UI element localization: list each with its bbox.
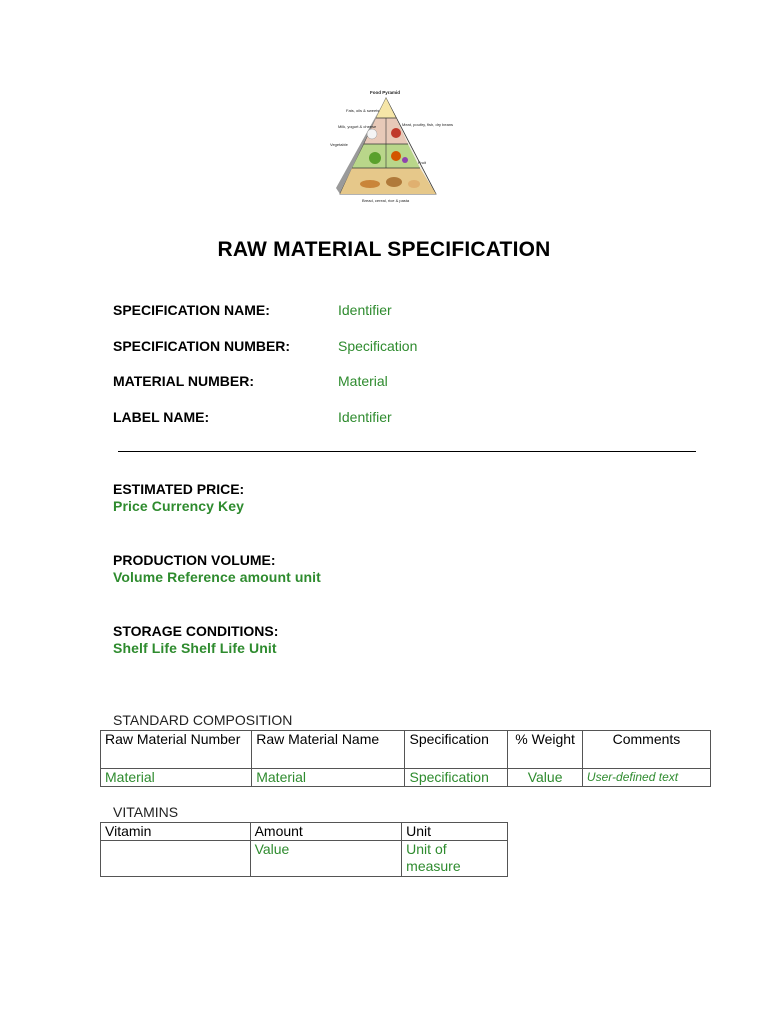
composition-table (100, 730, 711, 787)
divider-line (118, 451, 696, 452)
spec-name-value: Identifier (338, 302, 392, 318)
material-number-label: MATERIAL NUMBER: (113, 373, 255, 389)
composition-header-name: Raw Material Name (252, 731, 405, 769)
spec-number-label: SPECIFICATION NUMBER: (113, 338, 291, 354)
storage-conditions-value: Shelf Life Shelf Life Unit (113, 640, 277, 656)
composition-header-number: Raw Material Number (101, 731, 252, 769)
composition-caption: STANDARD COMPOSITION (113, 712, 293, 728)
label-name-label: LABEL NAME: (113, 409, 210, 425)
storage-conditions-label: STORAGE CONDITIONS: (113, 623, 279, 639)
vitamins-table (100, 822, 508, 877)
vitamins-header-amount: Amount (250, 823, 402, 841)
vitamins-caption: VITAMINS (113, 804, 179, 820)
pyramid-label-fats: Fats, oils & sweets (346, 108, 380, 113)
material-number-value: Material (338, 373, 388, 389)
spec-number-value: Specification (338, 338, 418, 354)
composition-header-comments: Comments (582, 731, 710, 769)
composition-cell-name: Material (252, 769, 405, 787)
pyramid-label-meat: Meat, poultry, fish, dry beans (402, 122, 454, 127)
vitamins-header-row (101, 823, 508, 841)
composition-cell-weight: Value (508, 769, 583, 787)
estimated-price-label: ESTIMATED PRICE: (113, 481, 245, 497)
composition-header-spec: Specification (405, 731, 508, 769)
composition-cell-comments: User-defined text (582, 769, 710, 787)
pyramid-label-fruit: Fruit (418, 160, 426, 165)
page-title: RAW MATERIAL SPECIFICATION (217, 238, 551, 261)
vitamins-header-vitamin: Vitamin (101, 823, 251, 841)
composition-header-weight: % Weight (508, 731, 583, 769)
composition-header-row (101, 731, 711, 769)
production-volume-label: PRODUCTION VOLUME: (113, 552, 276, 568)
vitamins-cell-unit: Unit of measure (402, 841, 508, 877)
composition-data-row (101, 769, 711, 787)
pyramid-label-milk: Milk, yogurt & cheese (338, 124, 377, 129)
vitamins-data-row (101, 841, 508, 877)
spec-name-label: SPECIFICATION NAME: (113, 302, 270, 318)
vitamins-header-unit: Unit (402, 823, 508, 841)
food-pyramid-logo (330, 88, 454, 206)
composition-cell-number: Material (101, 769, 252, 787)
production-volume-value: Volume Reference amount unit (113, 569, 321, 585)
vitamins-cell-amount: Value (250, 841, 402, 877)
pyramid-heading: Food Pyramid (370, 90, 401, 95)
estimated-price-value: Price Currency Key (113, 498, 244, 514)
pyramid-label-vegetable: Vegetable (330, 142, 348, 147)
vitamins-cell-vitamin (101, 841, 251, 877)
label-name-value: Identifier (338, 409, 392, 425)
composition-cell-spec: Specification (405, 769, 508, 787)
pyramid-label-grains: Bread, cereal, rice & pasta (362, 198, 410, 203)
